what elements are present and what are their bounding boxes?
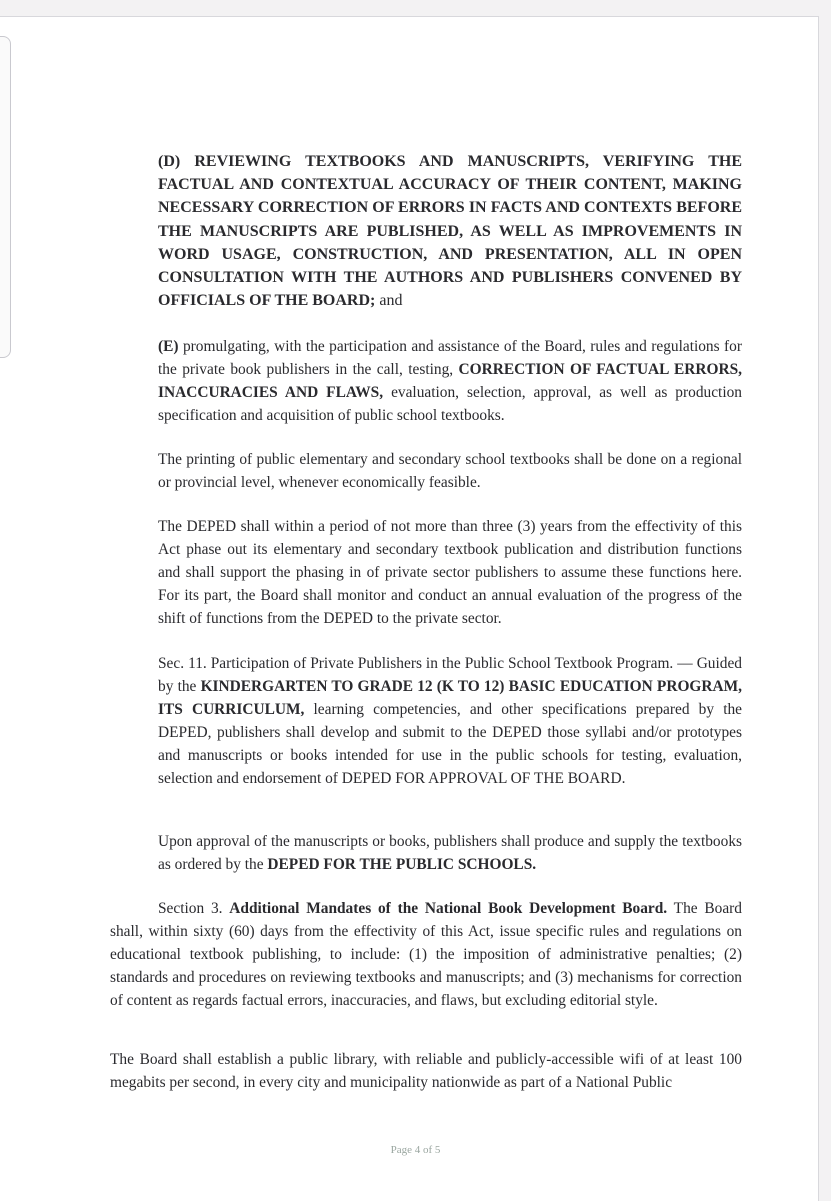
paragraph-e-text-2: evaluation, selection, approval, as well as production specification and acquisition of public school textbooks. xyxy=(158,384,742,424)
section-11-text-2: learning competencies, and other specifications prepared by the DEPED, publishers shall develop and submit to the DEPED those syllabi and/or prototypes and manuscripts or books intended for use in the public schools for testing, evaluation, selection and endorsement of DEPED FOR APPROVAL OF THE BOARD. xyxy=(158,701,742,787)
section-11-heading: Sec. 11. Participation of Private Publishers in the Public School Textbook Program. — xyxy=(158,655,693,672)
paragraph-approval-bold: DEPED FOR THE PUBLIC SCHOOLS. xyxy=(267,856,537,873)
section-3 xyxy=(110,897,742,1012)
page-footer: Page 4 of 5 xyxy=(390,1144,441,1156)
paragraph-approval-text: Upon approval of the manuscripts or books, publishers shall produce and supply the textbooks as ordered by the xyxy=(158,833,742,873)
paragraph-e-label: (E) xyxy=(158,338,179,355)
paragraph-phaseout-text: The DEPED shall within a period of not more than three (3) years from the effectivity of this Act phase out its elementary and secondary textbook publication and distribution functions and shall support the phasing in of private sector publishers to assume these functions here. For its part, the Board shall monitor and conduct an annual evaluation of the progress of the shift of functions from the DEPED to the private sector. xyxy=(158,518,742,627)
paragraph-printing-text: The printing of public elementary and secondary school textbooks shall be done on a regional or provincial level, whenever economically feasible. xyxy=(158,451,742,491)
paragraph-approval xyxy=(158,830,742,876)
paragraph-printing xyxy=(158,448,742,494)
section-3-label: Section 3. xyxy=(158,900,223,917)
section-11-text-1: Guided by the xyxy=(158,655,742,695)
section-3-text: The Board shall, within sixty (60) days from the effectivity of this Act, issue specific rules and regulations on educational textbook publishing, to include: (1) the imposition of administrative penalties; (2) standards and procedures on reviewing textbooks and manuscripts; and (3) mechanisms for correction of content as regards factual errors, inaccuracies, and flaws, but excluding editorial style. xyxy=(110,900,742,1009)
paragraph-library-text: The Board shall establish a public library, with reliable and publicly-accessible wifi of at least 100 megabits per second, in every city and municipality nationwide as part of a National Public xyxy=(110,1051,742,1091)
page-edge-shadow xyxy=(0,36,11,358)
paragraph-phaseout xyxy=(158,515,742,630)
section-11-bold: KINDERGARTEN TO GRADE 12 (K TO 12) BASIC EDUCATION PROGRAM, ITS CURRICULUM, xyxy=(158,678,742,718)
paragraph-e-bold: CORRECTION OF FACTUAL ERRORS, INACCURACIES AND FLAWS, xyxy=(158,361,742,401)
paragraph-d-text: REVIEWING TEXTBOOKS AND MANUSCRIPTS, VERIFYING THE FACTUAL AND CONTEXTUAL ACCURACY OF THEIR CONTENT, MAKING NECESSARY CORRECTION OF ERRORS IN FACTS AND CONTEXTS BEFORE THE MANUSCRIPTS ARE PUBLISHED, AS WELL AS IMPROVEMENTS IN WORD USAGE, CONSTRUCTION, AND PRESENTATION, ALL IN OPEN CONSULTATION WITH THE AUTHORS AND PUBLISHERS CONVENED BY OFFICIALS OF THE BOARD; xyxy=(158,153,743,310)
paragraph-d-tail: and xyxy=(379,292,403,310)
paragraph-e xyxy=(158,335,742,427)
paragraph-d-label: (D) xyxy=(158,153,181,170)
paragraph-library xyxy=(110,1048,742,1094)
paragraph-d xyxy=(158,150,742,312)
section-3-bold: Additional Mandates of the National Book Development Board. xyxy=(229,900,668,917)
section-11 xyxy=(158,652,742,790)
paragraph-e-text-1: promulgating, with the participation and assistance of the Board, rules and regulations for the private book publishers in the call, testing, xyxy=(158,338,742,378)
